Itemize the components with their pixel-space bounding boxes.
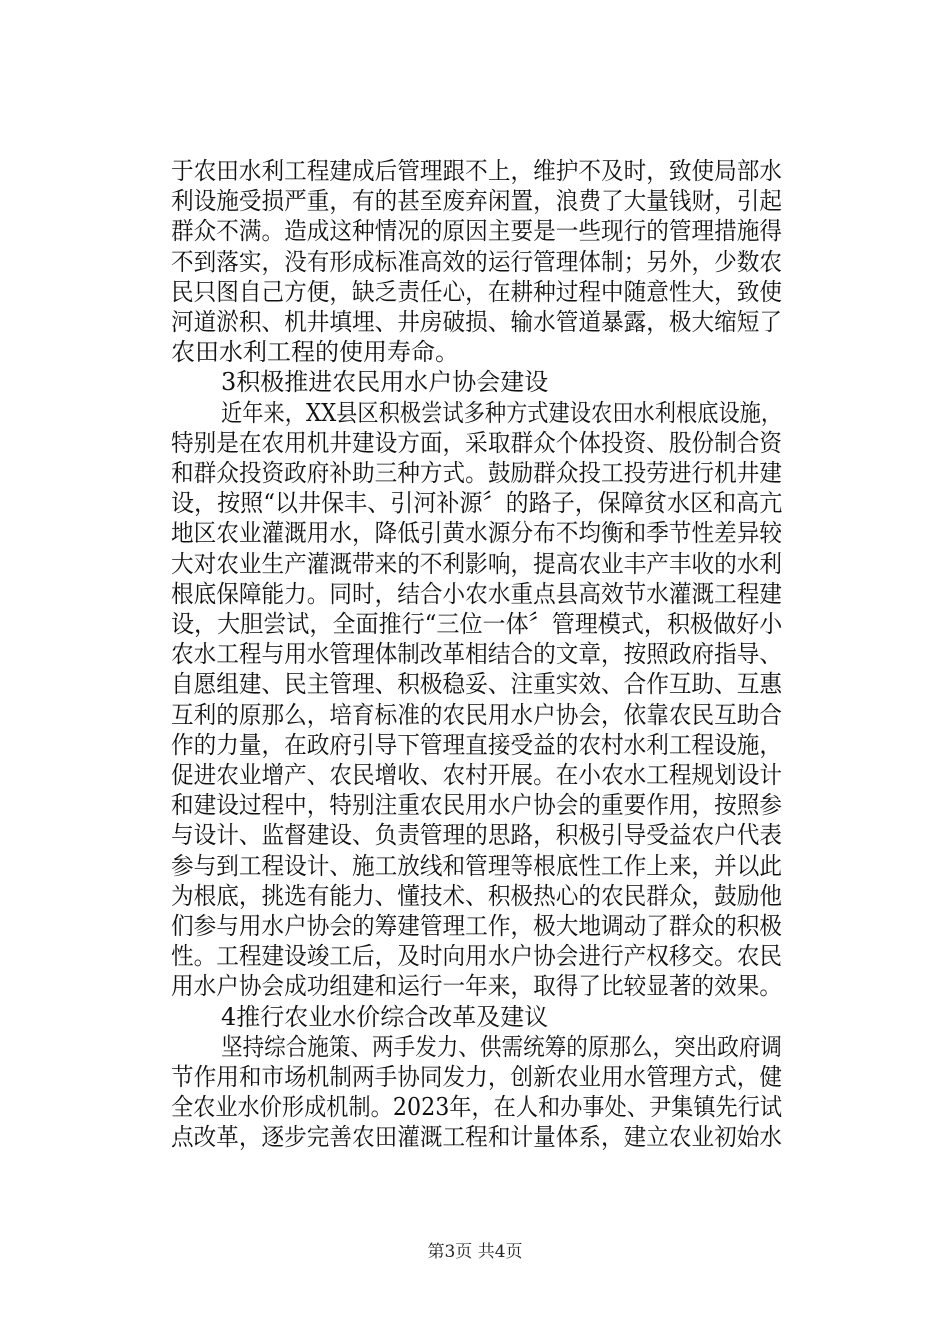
text-line: 群众不满。造成这种情况的原因主要是一些现行的管理措施得 <box>171 217 782 246</box>
text-line: 农田水利工程的使用寿命。 <box>171 338 459 367</box>
text-line: 于农田水利工程建成后管理跟不上，维护不及时，致使局部水 <box>171 157 782 185</box>
text-line: 互利的原那么，培育标准的农民用水户协会，依靠农民互助合 <box>171 700 782 729</box>
text-line: 作的力量，在政府引导下管理直接受益的农村水利工程设施， <box>171 730 782 759</box>
text-line: 不到落实，没有形成标准高效的运行管理体制；另外，少数农 <box>171 247 782 276</box>
text-line: 为根底，挑选有能力、懂技术、积极热心的农民群众，鼓励他 <box>171 881 782 910</box>
section-heading: 3积极推进农民用水户协会建设 <box>221 368 549 397</box>
text-line: 与设计、监督建设、负责管理的思路，积极引导受益农户代表 <box>171 821 782 850</box>
text-line: 和建设过程中，特别注重农民用水户协会的重要作用，按照参 <box>171 791 782 820</box>
text-line: 设，按照“以井保丰、引河补源〞的路子，保障贫水区和高亢 <box>171 489 783 518</box>
text-line: 自愿组建、民主管理、积极稳妥、注重实效、合作互助、互惠 <box>171 670 782 699</box>
text-line: 点改革，逐步完善农田灌溉工程和计量体系，建立农业初始水 <box>171 1123 782 1152</box>
text-line: 用水户协会成功组建和运行一年来，取得了比较显著的效果。 <box>171 972 782 1001</box>
text-line: 和群众投资政府补助三种方式。鼓励群众投工投劳进行机井建 <box>171 459 782 487</box>
text-line: 全农业水价形成机制。2023年，在人和办事处、尹集镇先行试 <box>171 1093 783 1122</box>
text-line: 特别是在农用机井建设方面，采取群众个体投资、股份制合资 <box>171 428 782 457</box>
page-number-footer: 第3页 共4页 <box>427 1242 523 1262</box>
text-line: 根底保障能力。同时，结合小农水重点县高效节水灌溉工程建 <box>171 579 782 608</box>
text-line: 河道淤积、机井填埋、井房破损、输水管道暴露，极大缩短了 <box>171 308 782 336</box>
text-line: 坚持综合施策、两手发力、供需统筹的原那么，突出政府调 <box>221 1032 782 1061</box>
text-line: 节作用和市场机制两手协同发力，创新农业用水管理方式，健 <box>171 1063 782 1091</box>
section-heading: 4推行农业水价综合改革及建议 <box>221 1002 549 1031</box>
text-line: 近年来，XX县区积极尝试多种方式建设农田水利根底设施， <box>221 398 783 427</box>
text-line: 们参与用水户协会的筹建管理工作，极大地调动了群众的积极 <box>171 912 782 940</box>
text-line: 性。工程建设竣工后，及时向用水户协会进行产权移交。农民 <box>171 942 782 971</box>
text-line: 大对农业生产灌溉带来的不利影响，提高农业丰产丰收的水利 <box>171 549 782 578</box>
text-line: 民只图自己方便，缺乏责任心，在耕种过程中随意性大，致使 <box>171 277 782 306</box>
text-line: 农水工程与用水管理体制改革相结合的文章，按照政府指导、 <box>171 640 782 669</box>
text-line: 利设施受损严重，有的甚至废弃闲置，浪费了大量钱财，引起 <box>171 187 782 216</box>
text-line: 地区农业灌溉用水，降低引黄水源分布不均衡和季节性差异较 <box>171 519 782 548</box>
text-line: 设，大胆尝试，全面推行“三位一体〞管理模式，积极做好小 <box>171 610 783 638</box>
text-line: 促进农业增产、农民增收、农村开展。在小农水工程规划设计 <box>171 761 782 789</box>
text-line: 参与到工程设计、施工放线和管理等根底性工作上来，并以此 <box>171 851 782 880</box>
